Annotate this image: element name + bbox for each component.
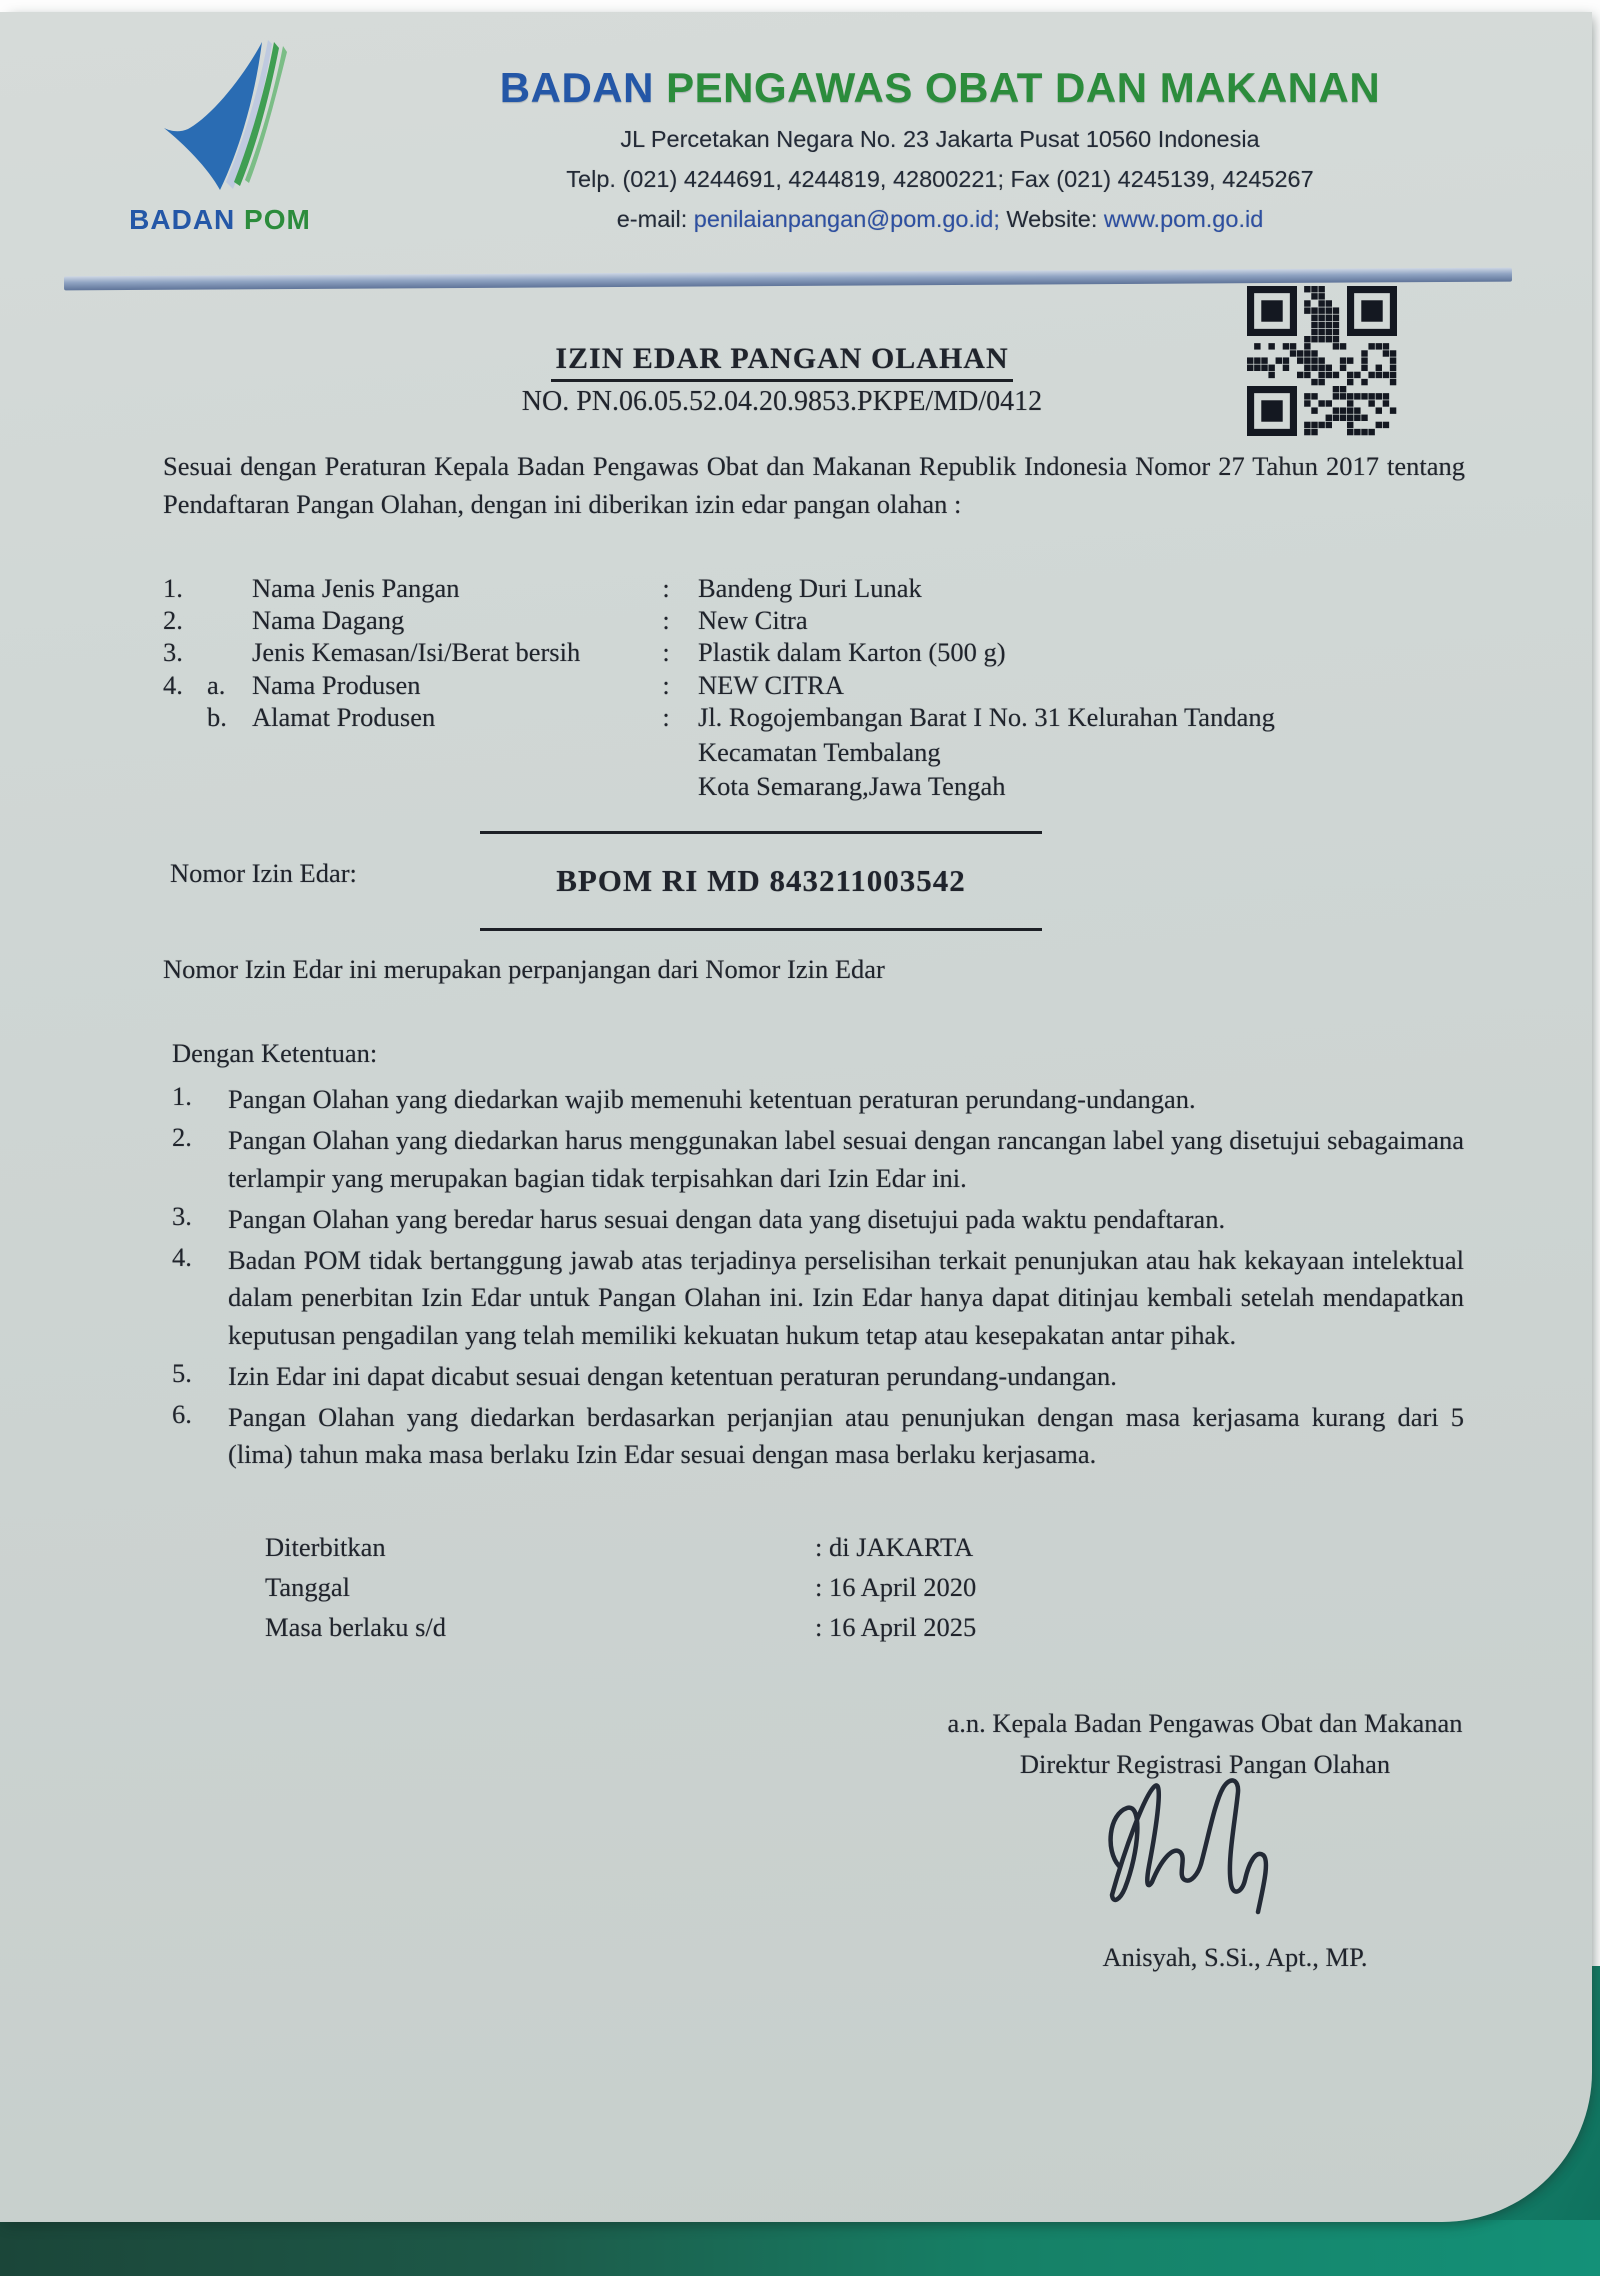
- permit-details-table: [163, 572, 1503, 805]
- row-value: Plastik dalam Karton (500 g): [698, 637, 1006, 668]
- document-number: NO. PN.06.05.52.04.20.9853.PKPE/MD/0412: [521, 386, 1043, 417]
- condition-number: 4.: [172, 1241, 192, 1272]
- table-background-band: [0, 2220, 1600, 2276]
- org-phone-fax: Telp. (021) 4244691, 4244819, 42800221; Fax (021) 4245139, 4245267: [566, 166, 1314, 192]
- row-number: 3.: [163, 637, 183, 668]
- email-label: e-mail:: [616, 206, 688, 232]
- website-label: Website:: [1006, 206, 1098, 232]
- row-colon: :: [662, 637, 670, 668]
- table-row: [163, 701, 1503, 805]
- website-url: www.pom.go.id: [1103, 206, 1264, 232]
- license-number-value: BPOM RI MD 843211003542: [556, 863, 966, 898]
- issuance-section: [265, 1534, 976, 1654]
- table-row: [163, 636, 1503, 668]
- table-row: [163, 604, 1503, 636]
- issue-date-label: Tanggal: [265, 1572, 350, 1602]
- row-colon: :: [662, 669, 670, 700]
- row-colon: :: [662, 605, 670, 636]
- row-subletter: a.: [207, 669, 226, 700]
- condition-text: Izin Edar ini dapat dicabut sesuai dengan ketentuan peraturan perundang-undangan.: [228, 1360, 1117, 1391]
- logo-wordmark-badan: BADAN: [129, 204, 245, 235]
- row-label: Nama Dagang: [252, 605, 405, 636]
- permit-document-page: [0, 12, 1592, 2222]
- list-item: [172, 1399, 1464, 1474]
- condition-text: Badan POM tidak bertanggung jawab atas terjadinya perselisihan terkait penunjukan atau hak kekayaan intelektual dalam penerbitan Izin Edar untuk Pangan Olahan ini. Izin Edar hanya dapat ditinjau kembali setelah mendapatkan keputusan pengadilan yang telah memiliki kekuatan hukum tetap atau kesepakatan antar pihak.: [228, 1244, 1464, 1350]
- signature-handwriting: [1085, 1770, 1335, 1930]
- address-line-1: Jl. Rogojembangan Barat I No. 31 Kelurahan Tandang: [698, 701, 1275, 732]
- issuance-row: [265, 1574, 976, 1600]
- condition-text: Pangan Olahan yang diedarkan berdasarkan perjanjian atau penunjukan dengan masa kerjasama kurang dari 5 (lima) tahun maka masa berlaku Izin Edar sesuai dengan masa berlaku kerjasama.: [228, 1401, 1464, 1469]
- row-value: NEW CITRA: [698, 669, 844, 700]
- valid-until-label: Masa berlaku s/d: [265, 1612, 447, 1642]
- list-item: [172, 1201, 1464, 1239]
- condition-number: 6.: [172, 1398, 192, 1429]
- row-value: New Citra: [698, 605, 808, 636]
- logo-wordmark: [100, 204, 340, 236]
- list-item: [172, 1081, 1464, 1119]
- condition-number: 2.: [172, 1122, 192, 1152]
- condition-text: Pangan Olahan yang diedarkan harus menggunakan label sesuai dengan rancangan label yang disetujui sebagaimana terlampir yang merupakan bagian tidak terpisahkan dari Izin Edar ini.: [228, 1125, 1464, 1193]
- condition-number: 1.: [172, 1081, 192, 1111]
- row-number: 1.: [163, 573, 183, 603]
- license-number-box: [480, 831, 1042, 931]
- logo-wordmark-pom: POM: [244, 204, 311, 235]
- badan-pom-logo-icon: [150, 32, 300, 197]
- condition-text: Pangan Olahan yang beredar harus sesuai dengan data yang disetujui pada waktu pendaftaran.: [228, 1203, 1226, 1234]
- issuance-row: [265, 1534, 976, 1560]
- conditions-heading: Dengan Ketentuan:: [172, 1038, 378, 1068]
- organization-name-part1: BADAN: [499, 64, 654, 111]
- table-row: [163, 669, 1503, 701]
- intro-paragraph: Sesuai dengan Peraturan Kepala Badan Pengawas Obat dan Makanan Republik Indonesia Nomor 27 Tahun 2017 tentang Pendaftaran Pangan Olahan, dengan ini diberikan izin edar pangan olahan :: [163, 451, 1465, 519]
- row-label: Nama Jenis Pangan: [252, 573, 460, 603]
- org-contact-line: [330, 206, 1550, 233]
- row-label: Jenis Kemasan/Isi/Berat bersih: [252, 637, 581, 668]
- signatory-title-line2: Direktur Registrasi Pangan Olahan: [1019, 1749, 1391, 1779]
- issue-date-value: : 16 April 2020: [815, 1572, 977, 1602]
- table-row: [163, 572, 1503, 604]
- issued-at-value: : di JAKARTA: [815, 1532, 974, 1562]
- row-colon: :: [662, 573, 670, 603]
- address-line-3: Kota Semarang,Jawa Tengah: [698, 771, 1006, 802]
- row-number: 4.: [163, 669, 183, 700]
- row-value: Bandeng Duri Lunak: [698, 573, 922, 603]
- license-renewal-note: Nomor Izin Edar ini merupakan perpanjangan dari Nomor Izin Edar: [163, 954, 885, 984]
- list-item: [172, 1122, 1464, 1197]
- address-line-2: Kecamatan Tembalang: [698, 736, 941, 767]
- condition-number: 5.: [172, 1357, 192, 1388]
- condition-text: Pangan Olahan yang diedarkan wajib memenuhi ketentuan peraturan perundang-undangan.: [228, 1084, 1196, 1114]
- organization-name-part2: PENGAWAS OBAT DAN MAKANAN: [653, 64, 1381, 111]
- organization-name: [280, 64, 1600, 112]
- conditions-section: [172, 1038, 1464, 1477]
- document-title: IZIN EDAR PANGAN OLAHAN: [551, 342, 1012, 382]
- list-item: [172, 1358, 1464, 1396]
- issued-at-label: Diterbitkan: [265, 1532, 386, 1562]
- issuance-row: [265, 1614, 976, 1640]
- license-number-label: Nomor Izin Edar:: [170, 858, 357, 888]
- email-address: penilaianpangan@pom.go.id;: [693, 206, 1000, 232]
- row-number: 2.: [163, 605, 183, 636]
- org-address: JL Percetakan Negara No. 23 Jakarta Pusat 10560 Indonesia: [620, 126, 1260, 152]
- signatory-name: Anisyah, S.Si., Apt., MP.: [1102, 1942, 1368, 1972]
- signatory-title-line1: a.n. Kepala Badan Pengawas Obat dan Makanan: [947, 1708, 1463, 1738]
- row-value: [678, 701, 1503, 805]
- condition-number: 3.: [172, 1200, 192, 1231]
- list-item: [172, 1242, 1464, 1355]
- row-colon: :: [662, 701, 670, 732]
- row-subletter: b.: [207, 701, 227, 732]
- row-label: Alamat Produsen: [252, 701, 436, 732]
- valid-until-value: : 16 April 2025: [815, 1612, 977, 1642]
- row-label: Nama Produsen: [252, 669, 421, 700]
